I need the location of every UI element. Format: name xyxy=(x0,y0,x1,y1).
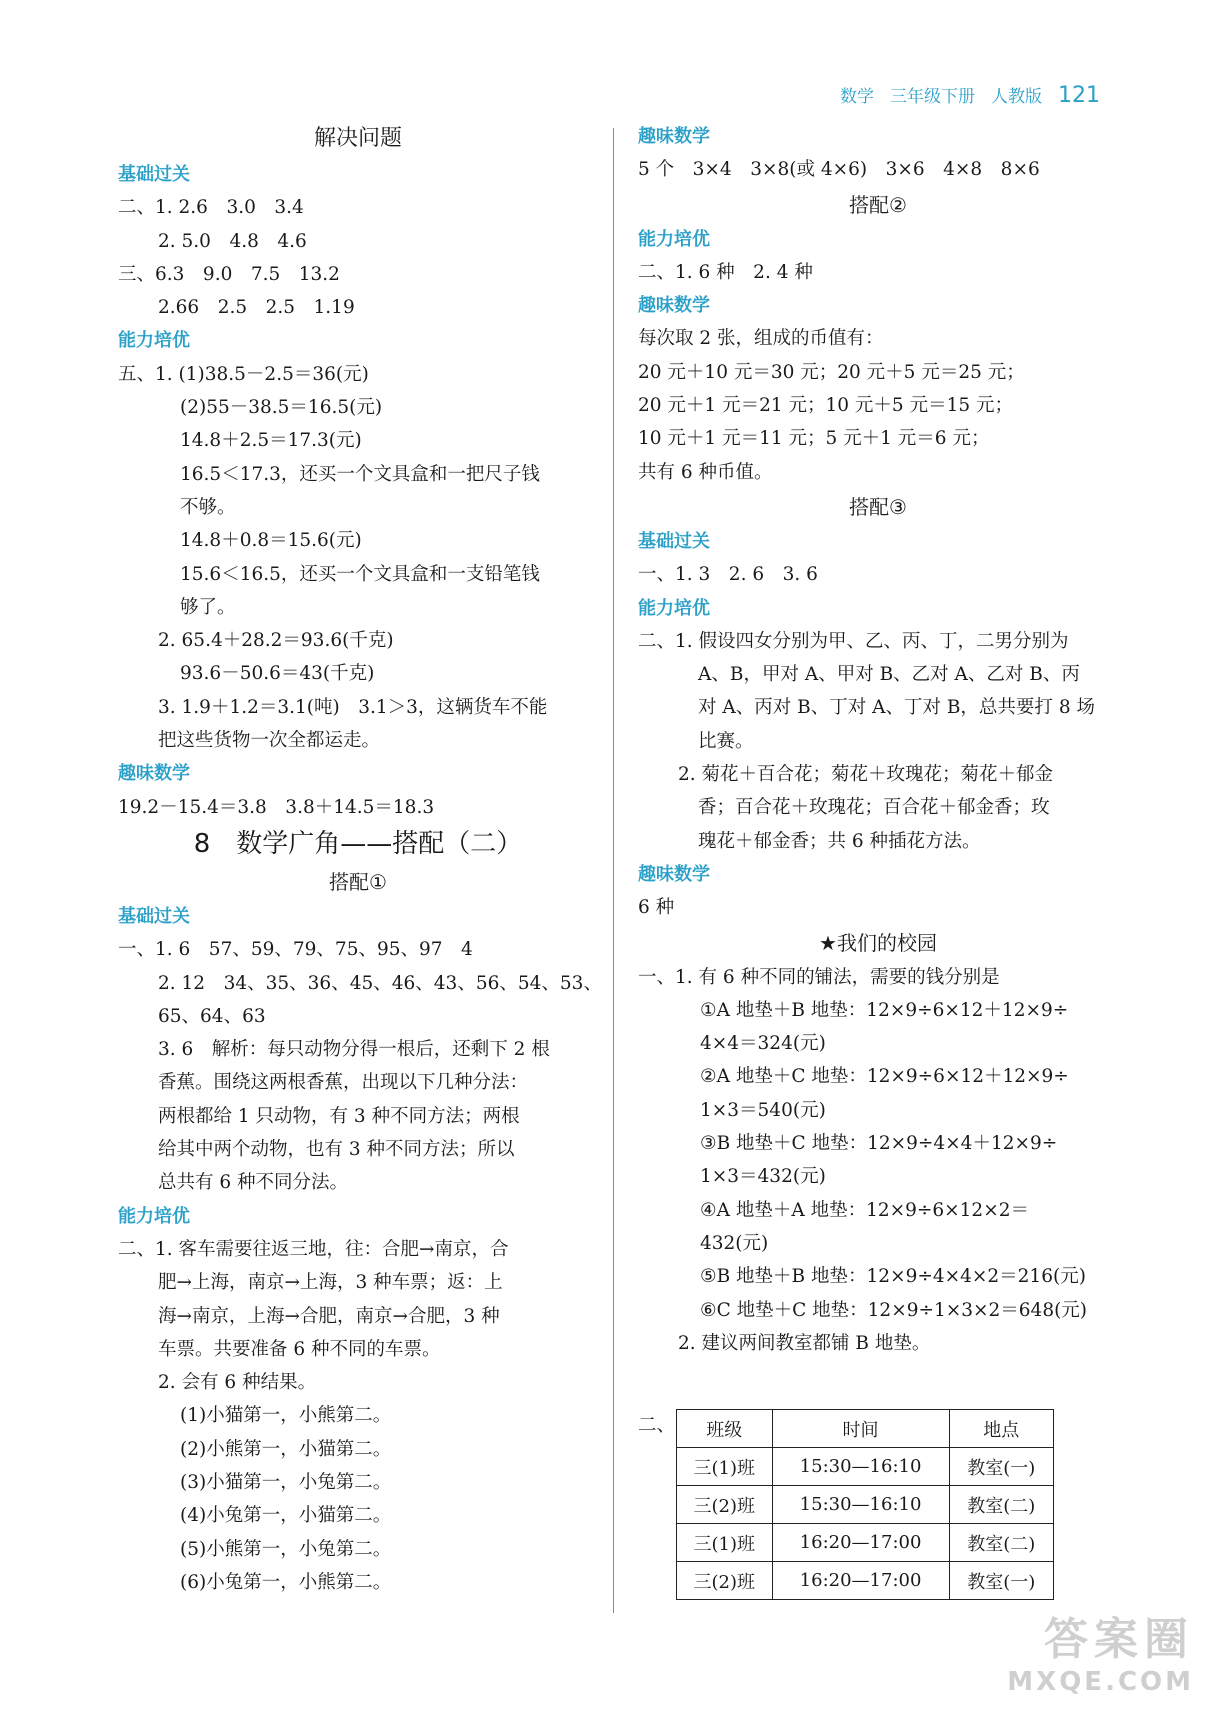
answer-line: 4×4＝324(元) xyxy=(700,1033,826,1055)
answer-line: 5 个 3×4 3×8(或 4×6) 3×6 4×8 8×6 xyxy=(638,159,1040,181)
answer-line: 14.8＋2.5＝17.3(元) xyxy=(180,430,362,452)
answer-line: 14.8＋0.8＝15.6(元) xyxy=(180,530,362,552)
right-column xyxy=(638,120,1118,1360)
answer-line: 肥→上海，南京→上海，3 种车票；返：上 xyxy=(158,1272,503,1294)
answer-line: 对 A、丙对 B、丁对 A、丁对 B，总共要打 8 场 xyxy=(698,697,1095,719)
answer-line: 二、1. 2.6 3.0 3.4 xyxy=(118,197,304,219)
answer-line: 2. 菊花＋百合花；菊花＋玫瑰花；菊花＋郁金 xyxy=(678,764,1054,786)
answer-line: 20 元＋10 元＝30 元；20 元＋5 元＝25 元； xyxy=(638,361,1025,383)
answer-line: 够了。 xyxy=(180,596,236,618)
section-label: 趣味数学 xyxy=(638,126,710,147)
section-label: 趣味数学 xyxy=(638,863,710,885)
answer-line: ⑤B 地垫＋B 地垫：12×9÷4×4×2＝216(元) xyxy=(700,1266,1086,1288)
section-label: 能力培优 xyxy=(118,330,190,352)
answer-line: 一、1. 3 2. 6 3. 6 xyxy=(638,564,818,586)
answer-line: 五、1. (1)38.5－2.5＝36(元) xyxy=(118,363,369,385)
section-label: 趣味数学 xyxy=(118,763,190,785)
section-title: 解决问题 xyxy=(313,126,402,151)
schedule-cell: 教室(一) xyxy=(949,1448,1053,1486)
page-header xyxy=(840,82,1100,108)
answer-line: 2. 会有 6 种结果。 xyxy=(158,1372,317,1394)
answer-line: ①A 地垫＋B 地垫：12×9÷6×12＋12×9÷ xyxy=(700,999,1069,1021)
edition-label: 人教版 xyxy=(991,87,1042,107)
schedule-cell: 16:20—17:00 xyxy=(772,1524,949,1562)
schedule-prefix: 二、 xyxy=(638,1415,676,1436)
answer-line: 16.5＜17.3，还买一个文具盒和一把尺子钱 xyxy=(180,463,540,485)
answer-line: (6)小兔第一，小熊第二。 xyxy=(180,1571,392,1593)
schedule-row xyxy=(677,1486,1054,1524)
schedule-table xyxy=(676,1409,1054,1600)
schedule-cell: 三(1)班 xyxy=(677,1524,773,1562)
answer-line: 二、1. 客车需要往返三地，往：合肥→南京，合 xyxy=(118,1238,509,1260)
answer-line: (3)小猫第一，小兔第二。 xyxy=(180,1471,392,1493)
watermark-bottom: MXQE.COM xyxy=(1007,1667,1194,1697)
answer-line: 432(元) xyxy=(700,1232,769,1254)
answer-line: ⑥C 地垫＋C 地垫：12×9÷1×3×2＝648(元) xyxy=(700,1299,1088,1321)
subject-label: 数学 xyxy=(840,87,874,107)
answer-line: (2)小熊第一，小猫第二。 xyxy=(180,1438,392,1460)
schedule-cell: 教室(二) xyxy=(949,1524,1053,1562)
answer-line: 1×3＝540(元) xyxy=(700,1099,826,1121)
answer-line: 10 元＋1 元＝11 元；5 元＋1 元＝6 元； xyxy=(638,428,990,450)
answer-line: 海→南京，上海→合肥，南京→合肥，3 种 xyxy=(158,1305,500,1327)
schedule-row xyxy=(677,1562,1054,1600)
schedule-cell: 三(2)班 xyxy=(677,1562,773,1600)
schedule-cell: 三(2)班 xyxy=(677,1486,773,1524)
schedule-header-time: 时间 xyxy=(772,1410,949,1448)
answer-line: 2. 5.0 4.8 4.6 xyxy=(158,230,307,252)
answer-line: 二、1. 假设四女分别为甲、乙、丙、丁，二男分别为 xyxy=(638,630,1069,652)
schedule-cell: 三(1)班 xyxy=(677,1448,773,1486)
answer-line: 15.6＜16.5，还买一个文具盒和一支铅笔钱 xyxy=(180,563,540,585)
answer-line: 把这些货物一次全都运走。 xyxy=(158,730,381,752)
schedule-cell: 教室(二) xyxy=(949,1486,1053,1524)
answer-line: 2.66 2.5 2.5 1.19 xyxy=(158,297,355,319)
answer-line: 比赛。 xyxy=(698,730,754,752)
schedule-header-row xyxy=(677,1410,1054,1448)
subsection-title: 搭配① xyxy=(329,869,387,894)
answer-line: ③B 地垫＋C 地垫：12×9÷4×4＋12×9÷ xyxy=(700,1133,1058,1155)
answer-line: 19.2－15.4＝3.8 3.8＋14.5＝18.3 xyxy=(118,796,435,818)
answer-line: (1)小猫第一，小熊第二。 xyxy=(180,1405,392,1427)
answer-line: (5)小熊第一，小兔第二。 xyxy=(180,1538,392,1560)
answer-line: (2)55－38.5＝16.5(元) xyxy=(180,397,383,419)
answer-line: A、B，甲对 A、甲对 B、乙对 A、乙对 B、丙 xyxy=(698,664,1080,686)
watermark xyxy=(1007,1603,1194,1697)
chapter-title: 8 数学广角——搭配（二） xyxy=(193,828,523,859)
column-divider xyxy=(613,128,614,1613)
answer-line: 二、1. 6 种 2. 4 种 xyxy=(638,261,813,283)
schedule-cell: 教室(一) xyxy=(949,1562,1053,1600)
watermark-top: 答案圈 xyxy=(1044,1614,1194,1665)
section-label: 基础过关 xyxy=(118,905,190,927)
answer-line: 一、1. 6 57、59、79、75、95、97 4 xyxy=(118,939,473,961)
answer-line: 3. 6 解析：每只动物分得一根后，还剩下 2 根 xyxy=(158,1039,550,1061)
answer-line: 2. 65.4＋28.2＝93.6(千克) xyxy=(158,630,394,652)
schedule-header-place: 地点 xyxy=(949,1410,1053,1448)
answer-line: 每次取 2 张，组成的币值有： xyxy=(638,328,884,350)
answer-line: 1×3＝432(元) xyxy=(700,1166,826,1188)
answer-line: ②A 地垫＋C 地垫：12×9÷6×12＋12×9÷ xyxy=(700,1066,1069,1088)
answer-line: 一、1. 有 6 种不同的铺法，需要的钱分别是 xyxy=(638,966,1000,988)
answer-line: 65、64、63 xyxy=(158,1005,266,1027)
answer-line: 车票。共要准备 6 种不同的车票。 xyxy=(158,1338,441,1360)
answer-line: 两根都给 1 只动物，有 3 种不同方法；两根 xyxy=(158,1105,520,1127)
schedule-header-class: 班级 xyxy=(677,1410,773,1448)
answer-line: 2. 12 34、35、36、45、46、43、56、54、53、 xyxy=(158,972,602,994)
section-label: 能力培优 xyxy=(118,1205,190,1227)
answer-line: 2. 建议两间教室都铺 B 地垫。 xyxy=(678,1332,931,1354)
answer-line: 6 种 xyxy=(638,897,675,919)
schedule-row xyxy=(677,1524,1054,1562)
schedule-cell: 15:30—16:10 xyxy=(772,1486,949,1524)
section-label: 趣味数学 xyxy=(638,295,710,317)
answer-line: 不够。 xyxy=(180,496,236,518)
schedule-cell: 15:30—16:10 xyxy=(772,1448,949,1486)
answer-line: 香蕉。围绕这两根香蕉，出现以下几种分法： xyxy=(158,1072,529,1094)
section-label: 能力培优 xyxy=(638,228,710,250)
subsection-title: 搭配③ xyxy=(849,494,907,519)
answer-line: 3. 1.9＋1.2＝3.1(吨) 3.1＞3，这辆货车不能 xyxy=(158,696,548,718)
answer-line: 20 元＋1 元＝21 元；10 元＋5 元＝15 元； xyxy=(638,395,1013,417)
subsection-title: 搭配② xyxy=(849,192,907,217)
answer-line: 三、6.3 9.0 7.5 13.2 xyxy=(118,263,340,285)
answer-line: 共有 6 种币值。 xyxy=(638,461,773,483)
schedule-cell: 16:20—17:00 xyxy=(772,1562,949,1600)
answer-line: (4)小兔第一，小猫第二。 xyxy=(180,1505,392,1527)
subsection-title: ★我们的校园 xyxy=(819,930,937,955)
page-number: 121 xyxy=(1058,83,1100,108)
answer-line: 香；百合花＋玫瑰花；百合花＋郁金香；玫 xyxy=(698,797,1050,819)
grade-label: 三年级下册 xyxy=(890,87,975,107)
section-label: 基础过关 xyxy=(638,530,710,552)
answer-line: ④A 地垫＋A 地垫：12×9÷6×12×2＝ xyxy=(700,1199,1029,1221)
section-label: 能力培优 xyxy=(638,597,710,619)
schedule-row xyxy=(677,1448,1054,1486)
answer-line: 瑰花＋郁金香；共 6 种插花方法。 xyxy=(698,830,981,852)
answer-line: 给其中两个动物，也有 3 种不同方法；所以 xyxy=(158,1139,515,1161)
answer-line: 93.6－50.6＝43(千克) xyxy=(180,663,375,685)
left-column xyxy=(118,120,602,1599)
answer-line: 总共有 6 种不同分法。 xyxy=(158,1172,349,1194)
section-label: 基础过关 xyxy=(118,164,190,185)
